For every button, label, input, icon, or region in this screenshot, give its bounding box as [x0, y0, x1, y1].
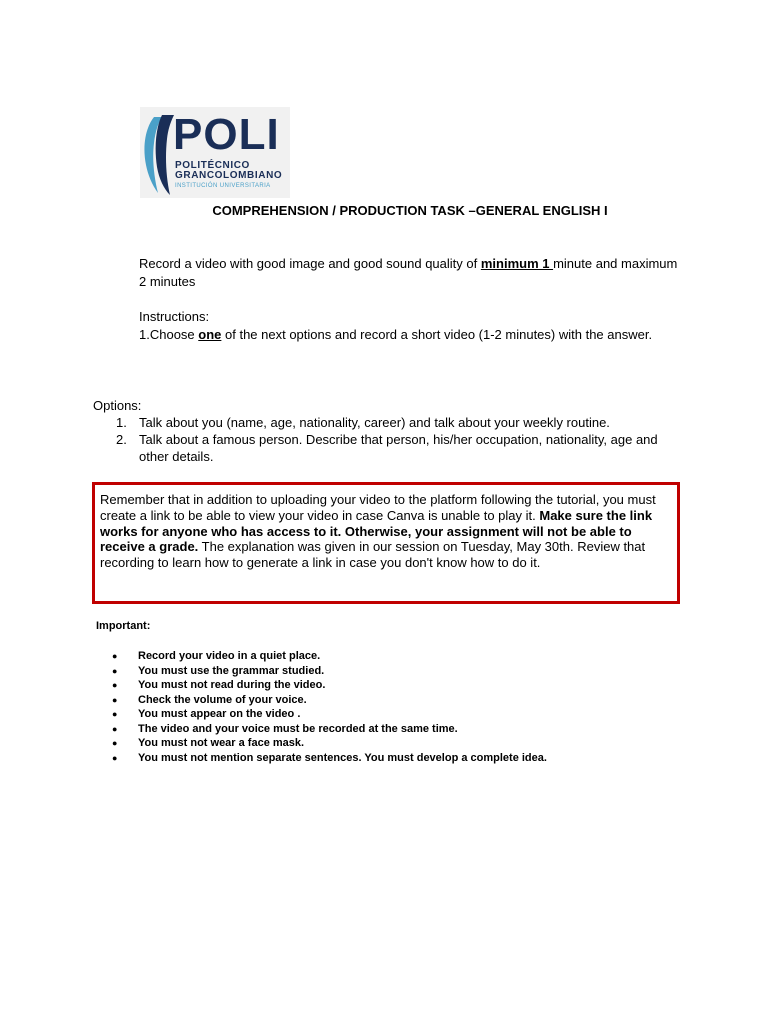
bullet-icon: ●	[112, 752, 118, 763]
notice-text-2: The explanation was given in our session on Tuesday, May 30th. Review that recording to learn how to generate a link in case you don't know how to do it.	[100, 539, 646, 571]
instructions-text-after: of the next options and record a short video (1-2 minutes) with the answer.	[221, 326, 653, 342]
important-item-text: The video and your voice must be recorded at the same time.	[138, 722, 458, 735]
intro-text-after: minute and maximum 2 minutes	[139, 256, 678, 289]
important-item-text: You must not wear a face mask.	[138, 737, 305, 749]
important-item-text: You must not read during the video.	[138, 679, 326, 691]
page-title-text: COMPREHENSION / PRODUCTION TASK –GENERAL ENGLISH I	[212, 203, 608, 218]
instructions-block	[139, 308, 679, 343]
intro-paragraph	[139, 255, 679, 290]
important-item-text: You must appear on the video .	[138, 708, 301, 720]
options-label: Options:	[93, 398, 142, 413]
bullet-icon: ●	[112, 651, 118, 661]
bullet-icon: ●	[112, 665, 118, 676]
important-item	[112, 693, 547, 708]
option-number: 1.	[116, 415, 127, 430]
notice-text-1: Remember that in addition to uploading your video to the platform following the tutorial, you must create a link to be able to view your video in case Canva is unable to play it.	[100, 492, 656, 523]
option-number: 2.	[116, 432, 127, 447]
important-item	[112, 707, 547, 722]
page-title	[0, 203, 768, 219]
bullet-icon: ●	[112, 680, 118, 690]
logo-line-3: INSTITUCIÓN UNIVERSITARIA	[175, 183, 271, 189]
options-list	[113, 414, 673, 465]
poli-logo	[140, 107, 290, 198]
option-item	[113, 414, 673, 431]
important-item	[112, 649, 547, 664]
important-item	[112, 736, 547, 751]
bullet-icon: ●	[112, 723, 118, 734]
instructions-text-before: 1.Choose	[139, 326, 199, 342]
important-item-text: You must use the grammar studied.	[138, 664, 325, 677]
important-heading: Important:	[96, 620, 151, 632]
logo-line-2: GRANCOLOMBIANO	[175, 170, 283, 181]
bullet-icon: ●	[112, 694, 118, 705]
important-item-text: Check the volume of your voice.	[138, 693, 307, 706]
important-item-text: You must not mention separate sentences. You must develop a complete idea.	[138, 751, 547, 764]
link-notice-box	[92, 482, 680, 604]
option-text: Talk about you (name, age, nationality, career) and talk about your weekly routine.	[139, 415, 610, 430]
important-item	[112, 751, 547, 766]
instructions-emphasis: one	[198, 326, 222, 342]
option-text: Talk about a famous person. Describe that person, his/her occupation, nationality, age and other details.	[139, 432, 658, 464]
important-item	[112, 678, 547, 693]
instructions-text	[139, 326, 679, 344]
important-list	[112, 649, 547, 765]
important-item	[112, 664, 547, 679]
option-item	[113, 431, 673, 465]
bullet-icon: ●	[112, 709, 118, 719]
intro-text-before: Record a video with good image and good sound quality of	[139, 256, 481, 271]
important-item	[112, 722, 547, 737]
notice-bold-warning: Make sure the link works for anyone who has access to it. Otherwise, your assignment will not be able to receive a grade.	[100, 507, 653, 555]
logo-wordmark: POLI	[173, 110, 280, 159]
bullet-icon: ●	[112, 738, 118, 748]
instructions-label: Instructions:	[139, 309, 210, 324]
logo-line-1: POLITÉCNICO	[175, 160, 250, 171]
intro-emphasis: minimum 1	[480, 256, 554, 271]
important-item-text: Record your video in a quiet place.	[138, 650, 321, 662]
